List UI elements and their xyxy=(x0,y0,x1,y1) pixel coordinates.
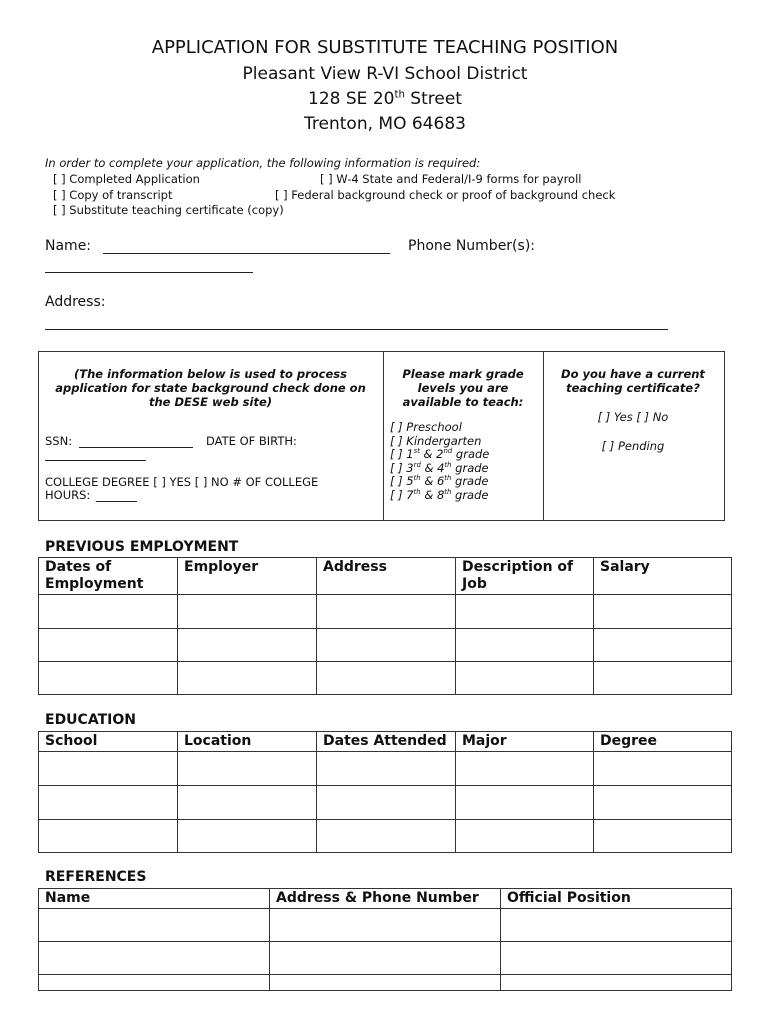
table-cell[interactable] xyxy=(594,752,732,786)
background-check-note: (The information below is used to process application for state background check done on the DESE web site) xyxy=(55,367,366,409)
table-cell[interactable] xyxy=(39,909,270,942)
table-cell[interactable] xyxy=(501,909,732,942)
table-cell[interactable] xyxy=(178,662,317,695)
table-header-row xyxy=(39,558,732,595)
table-cell[interactable] xyxy=(317,752,456,786)
table-row xyxy=(39,942,732,975)
table-cell[interactable] xyxy=(501,942,732,975)
dob-field[interactable] xyxy=(45,460,146,461)
employment-section-title: PREVIOUS EMPLOYMENT xyxy=(45,539,239,555)
table-cell[interactable] xyxy=(39,629,178,662)
table-cell[interactable] xyxy=(39,752,178,786)
address-label: Address: xyxy=(45,294,106,310)
header-salary: Salary xyxy=(594,558,732,595)
table-cell[interactable] xyxy=(39,942,270,975)
table-cell[interactable] xyxy=(317,662,456,695)
table-cell[interactable] xyxy=(594,629,732,662)
req-background-check[interactable]: [ ] Federal background check or proof of background check xyxy=(275,188,616,202)
name-field[interactable] xyxy=(103,253,390,254)
references-table xyxy=(38,888,732,991)
table-cell[interactable] xyxy=(270,909,501,942)
ssn-label: SSN: xyxy=(45,434,73,448)
header-address-phone: Address & Phone Number xyxy=(270,889,501,909)
college-hours-label: HOURS: xyxy=(45,488,91,502)
address-field[interactable] xyxy=(45,329,668,330)
table-cell[interactable] xyxy=(317,786,456,820)
form-title: APPLICATION FOR SUBSTITUTE TEACHING POSITION xyxy=(151,37,619,58)
table-row xyxy=(39,662,732,695)
grade-option[interactable]: [ ] 5th & 6th grade xyxy=(390,474,489,488)
dob-label: DATE OF BIRTH: xyxy=(206,434,297,448)
req-transcript[interactable]: [ ] Copy of transcript xyxy=(53,188,173,202)
table-cell[interactable] xyxy=(178,595,317,629)
table-row xyxy=(39,820,732,853)
table-cell[interactable] xyxy=(456,629,594,662)
employment-table xyxy=(38,557,732,695)
header-official-position: Official Position xyxy=(501,889,732,909)
street-address: 128 SE 20th Street xyxy=(308,89,462,109)
header-dates-attended: Dates Attended xyxy=(317,732,456,752)
header-employer: Employer xyxy=(178,558,317,595)
table-cell[interactable] xyxy=(270,975,501,991)
city-state-zip: Trenton, MO 64683 xyxy=(304,114,466,134)
header-dates-of-employment: Dates of Employment xyxy=(39,558,178,595)
table-row xyxy=(39,752,732,786)
grade-option[interactable]: [ ] 7th & 8th grade xyxy=(390,487,489,502)
phone-field[interactable] xyxy=(45,272,253,273)
name-label: Name: xyxy=(45,238,92,254)
info-divider-2 xyxy=(543,351,544,520)
table-cell[interactable] xyxy=(178,786,317,820)
info-divider-1 xyxy=(383,351,384,520)
references-section-title: REFERENCES xyxy=(45,869,147,885)
table-row xyxy=(39,595,732,629)
education-section-title: EDUCATION xyxy=(45,712,136,728)
table-cell[interactable] xyxy=(39,786,178,820)
table-cell[interactable] xyxy=(456,752,594,786)
grade-levels-heading: Please mark grade levels you are available to teach: xyxy=(402,367,524,409)
req-certificate-copy[interactable]: [ ] Substitute teaching certificate (copy) xyxy=(53,203,284,217)
table-cell[interactable] xyxy=(39,975,270,991)
college-hours-field[interactable] xyxy=(96,501,137,502)
table-cell[interactable] xyxy=(39,662,178,695)
table-cell[interactable] xyxy=(178,752,317,786)
certificate-yes-no[interactable]: [ ] Yes [ ] No xyxy=(597,410,669,424)
table-cell[interactable] xyxy=(178,629,317,662)
grade-level-list xyxy=(390,421,489,502)
certificate-question: Do you have a current teaching certificate? xyxy=(561,367,705,395)
table-cell[interactable] xyxy=(270,942,501,975)
table-row xyxy=(39,629,732,662)
table-cell[interactable] xyxy=(178,820,317,853)
table-cell[interactable] xyxy=(594,662,732,695)
table-row xyxy=(39,909,732,942)
header-address: Address xyxy=(317,558,456,595)
req-completed-application[interactable]: [ ] Completed Application xyxy=(53,172,200,186)
table-header-row xyxy=(39,889,732,909)
grade-option[interactable]: [ ] 3rd & 4th grade xyxy=(390,460,489,475)
ssn-field[interactable] xyxy=(79,447,193,448)
college-degree-question[interactable]: COLLEGE DEGREE [ ] YES [ ] NO # OF COLLEGE xyxy=(45,475,319,489)
req-w4-i9-forms[interactable]: [ ] W-4 State and Federal/I-9 forms for payroll xyxy=(320,172,582,186)
grade-option[interactable]: [ ] Preschool xyxy=(390,420,462,434)
table-cell[interactable] xyxy=(39,595,178,629)
table-cell[interactable] xyxy=(456,595,594,629)
header-location: Location xyxy=(178,732,317,752)
education-table xyxy=(38,731,732,853)
table-header-row xyxy=(39,732,732,752)
table-cell[interactable] xyxy=(456,662,594,695)
table-cell[interactable] xyxy=(317,629,456,662)
header-major: Major xyxy=(456,732,594,752)
table-cell[interactable] xyxy=(39,820,178,853)
table-cell[interactable] xyxy=(456,820,594,853)
table-cell[interactable] xyxy=(594,820,732,853)
header-name: Name xyxy=(39,889,270,909)
grade-option[interactable]: [ ] Kindergarten xyxy=(390,433,482,448)
requirements-intro: In order to complete your application, the following information is required: xyxy=(45,156,481,170)
header-description-of-job: Description of Job xyxy=(456,558,594,595)
table-cell[interactable] xyxy=(594,595,732,629)
header-degree: Degree xyxy=(594,732,732,752)
table-cell[interactable] xyxy=(594,786,732,820)
table-cell[interactable] xyxy=(317,595,456,629)
district-name: Pleasant View R-VI School District xyxy=(242,64,528,84)
table-cell[interactable] xyxy=(317,820,456,853)
grade-option[interactable]: [ ] 1st & 2nd grade xyxy=(390,447,490,461)
header-school: School xyxy=(39,732,178,752)
table-cell[interactable] xyxy=(456,786,594,820)
table-row xyxy=(39,975,732,991)
phone-label: Phone Number(s): xyxy=(408,238,535,254)
certificate-pending[interactable]: [ ] Pending xyxy=(601,439,665,453)
table-row xyxy=(39,786,732,820)
table-cell[interactable] xyxy=(501,975,732,991)
